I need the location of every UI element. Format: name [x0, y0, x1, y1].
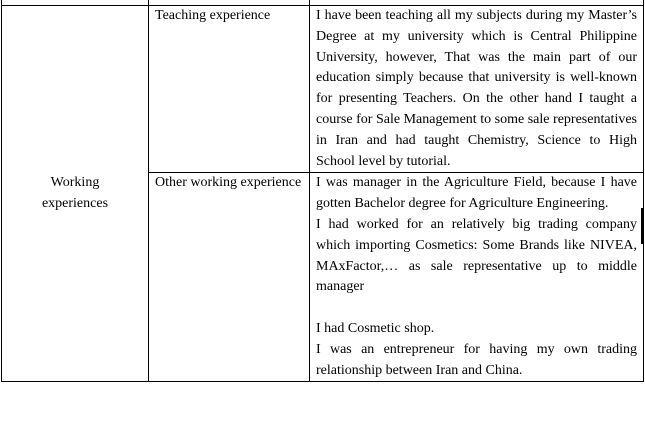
- section-title: [2, 173, 148, 215]
- other-work-label: Other working experience: [155, 175, 302, 191]
- section-title-line2: experiences: [41, 195, 109, 211]
- other-work-label-cell: [149, 173, 310, 382]
- experience-table: [1, 0, 644, 382]
- other-work-paragraph-3: I had Cosmetic shop.: [316, 320, 435, 336]
- teaching-content-cell: [310, 6, 644, 173]
- other-work-blank-line: [316, 298, 637, 319]
- scrollbar-thumb[interactable]: [641, 208, 644, 244]
- teaching-label: Teaching experience: [155, 8, 271, 23]
- other-work-paragraph-4: I was an entrepreneur for having my own trading relationship between Iran and China.: [316, 341, 637, 378]
- section-title-line1: Working: [50, 174, 100, 190]
- teaching-row: [2, 6, 644, 173]
- other-work-content: [310, 173, 643, 381]
- teaching-label-cell: [149, 6, 310, 173]
- teaching-content: [310, 6, 643, 172]
- teaching-paragraph: I have been teaching all my subjects during my Master’s Degree at my university which is Central Philippine University, however, That was the main part of our education simply because that university is well-known for presenting Teachers. On the other hand I taught a course for Sale Management to some sale representatives in Iran and had taught Chemistry, Science to High School level by tutorial.: [316, 8, 637, 169]
- other-work-paragraph-1: I was manager in the Agriculture Field, because I have gotten Bachelor degree for Agriculture Engineering.: [316, 175, 637, 212]
- other-work-content-cell: [310, 173, 644, 382]
- working-experiences-cell: [2, 6, 149, 382]
- other-work-paragraph-2: I had worked for an relatively big trading company which importing Cosmetics: Some Brands like NIVEA, MAxFactor,… as sale representative up to middle manager: [316, 216, 637, 295]
